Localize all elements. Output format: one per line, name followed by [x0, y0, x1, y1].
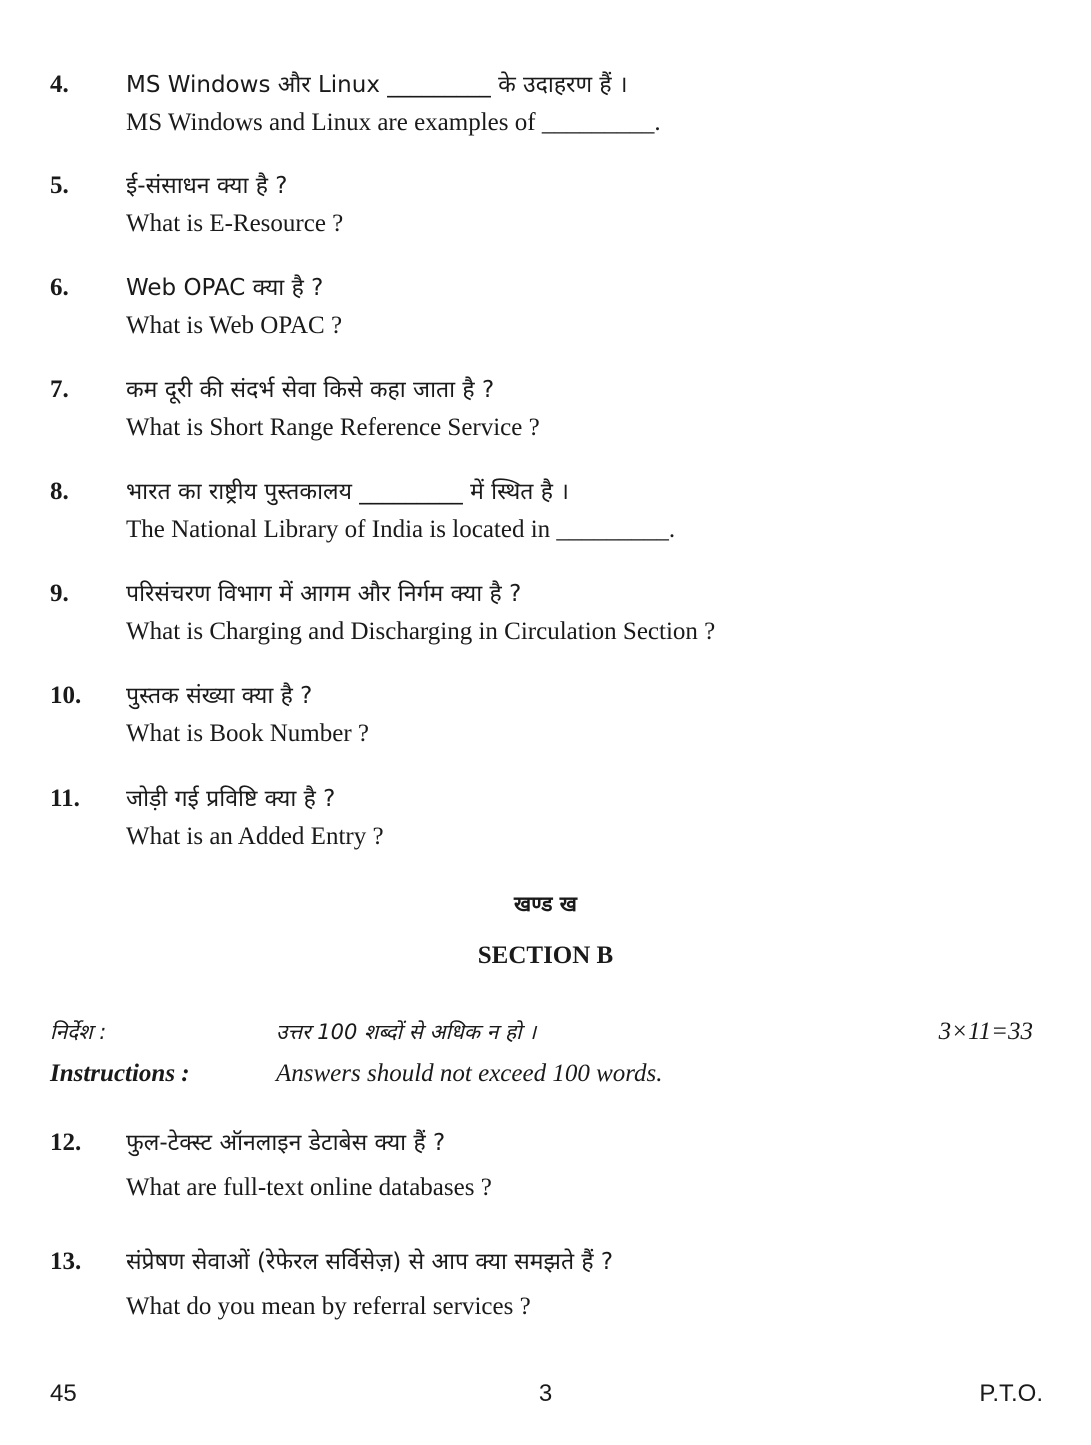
question-text-english: What is an Added Entry ? [126, 823, 384, 850]
question-text-english: What are full-text online databases ? [126, 1174, 492, 1201]
question-text-hindi: Web OPAC क्या है ? [126, 275, 324, 301]
question-text-hindi: MS Windows और Linux _________ के उदाहरण हैं । [126, 72, 628, 98]
question-number: 10. [50, 682, 82, 709]
question-number: 8. [50, 478, 69, 505]
pto-label: P.T.O. [979, 1380, 1043, 1407]
question-text-hindi: जोड़ी गई प्रविष्टि क्या है ? [126, 786, 336, 812]
paper-code: 45 [50, 1380, 77, 1407]
question-text-english: What is Web OPAC ? [126, 312, 343, 339]
question-number: 11. [50, 785, 80, 812]
question-text-english: What do you mean by referral services ? [126, 1293, 531, 1320]
question-text-english: MS Windows and Linux are examples of _________. [126, 109, 661, 136]
instructions-label-hindi: निर्देश : [50, 1020, 107, 1044]
question-text-hindi: ई-संसाधन क्या है ? [126, 173, 288, 199]
instructions-label-english: Instructions : [50, 1060, 190, 1087]
question-text-hindi: संप्रेषण सेवाओं (रेफेरल सर्विसेज़) से आप क्या समझते हैं ? [126, 1249, 614, 1275]
question-text-english: The National Library of India is located in _________. [126, 516, 676, 543]
instructions-text-english: Answers should not exceed 100 words. [276, 1060, 663, 1087]
instructions-text-hindi: उत्तर 100 शब्दों से अधिक न हो । [276, 1020, 537, 1044]
question-text-english: What is Book Number ? [126, 720, 370, 747]
question-number: 5. [50, 172, 69, 199]
question-text-hindi: परिसंचरण विभाग में आगम और निर्गम क्या है ? [126, 581, 522, 607]
question-number: 9. [50, 580, 69, 607]
question-text-english: What is E-Resource ? [126, 210, 344, 237]
marks-allocation: 3×11=33 [938, 1018, 1033, 1045]
question-text-english: What is Short Range Reference Service ? [126, 414, 540, 441]
section-title-english: SECTION B [477, 942, 614, 969]
question-text-hindi: फुल-टेक्स्ट ऑनलाइन डेटाबेस क्या हैं ? [126, 1130, 446, 1156]
page-number: 3 [538, 1380, 553, 1407]
question-text-hindi: भारत का राष्ट्रीय पुस्तकालय _________ में स्थित है । [126, 479, 569, 505]
question-number: 13. [50, 1248, 82, 1275]
question-number: 7. [50, 376, 69, 403]
question-number: 12. [50, 1129, 82, 1156]
question-text-hindi: कम दूरी की संदर्भ सेवा किसे कहा जाता है ? [126, 377, 495, 403]
section-title-hindi: खण्ड ख [514, 892, 577, 916]
question-text-english: What is Charging and Discharging in Circulation Section ? [126, 618, 716, 645]
question-number: 6. [50, 274, 69, 301]
question-text-hindi: पुस्तक संख्या क्या है ? [126, 683, 313, 709]
question-number: 4. [50, 71, 69, 98]
